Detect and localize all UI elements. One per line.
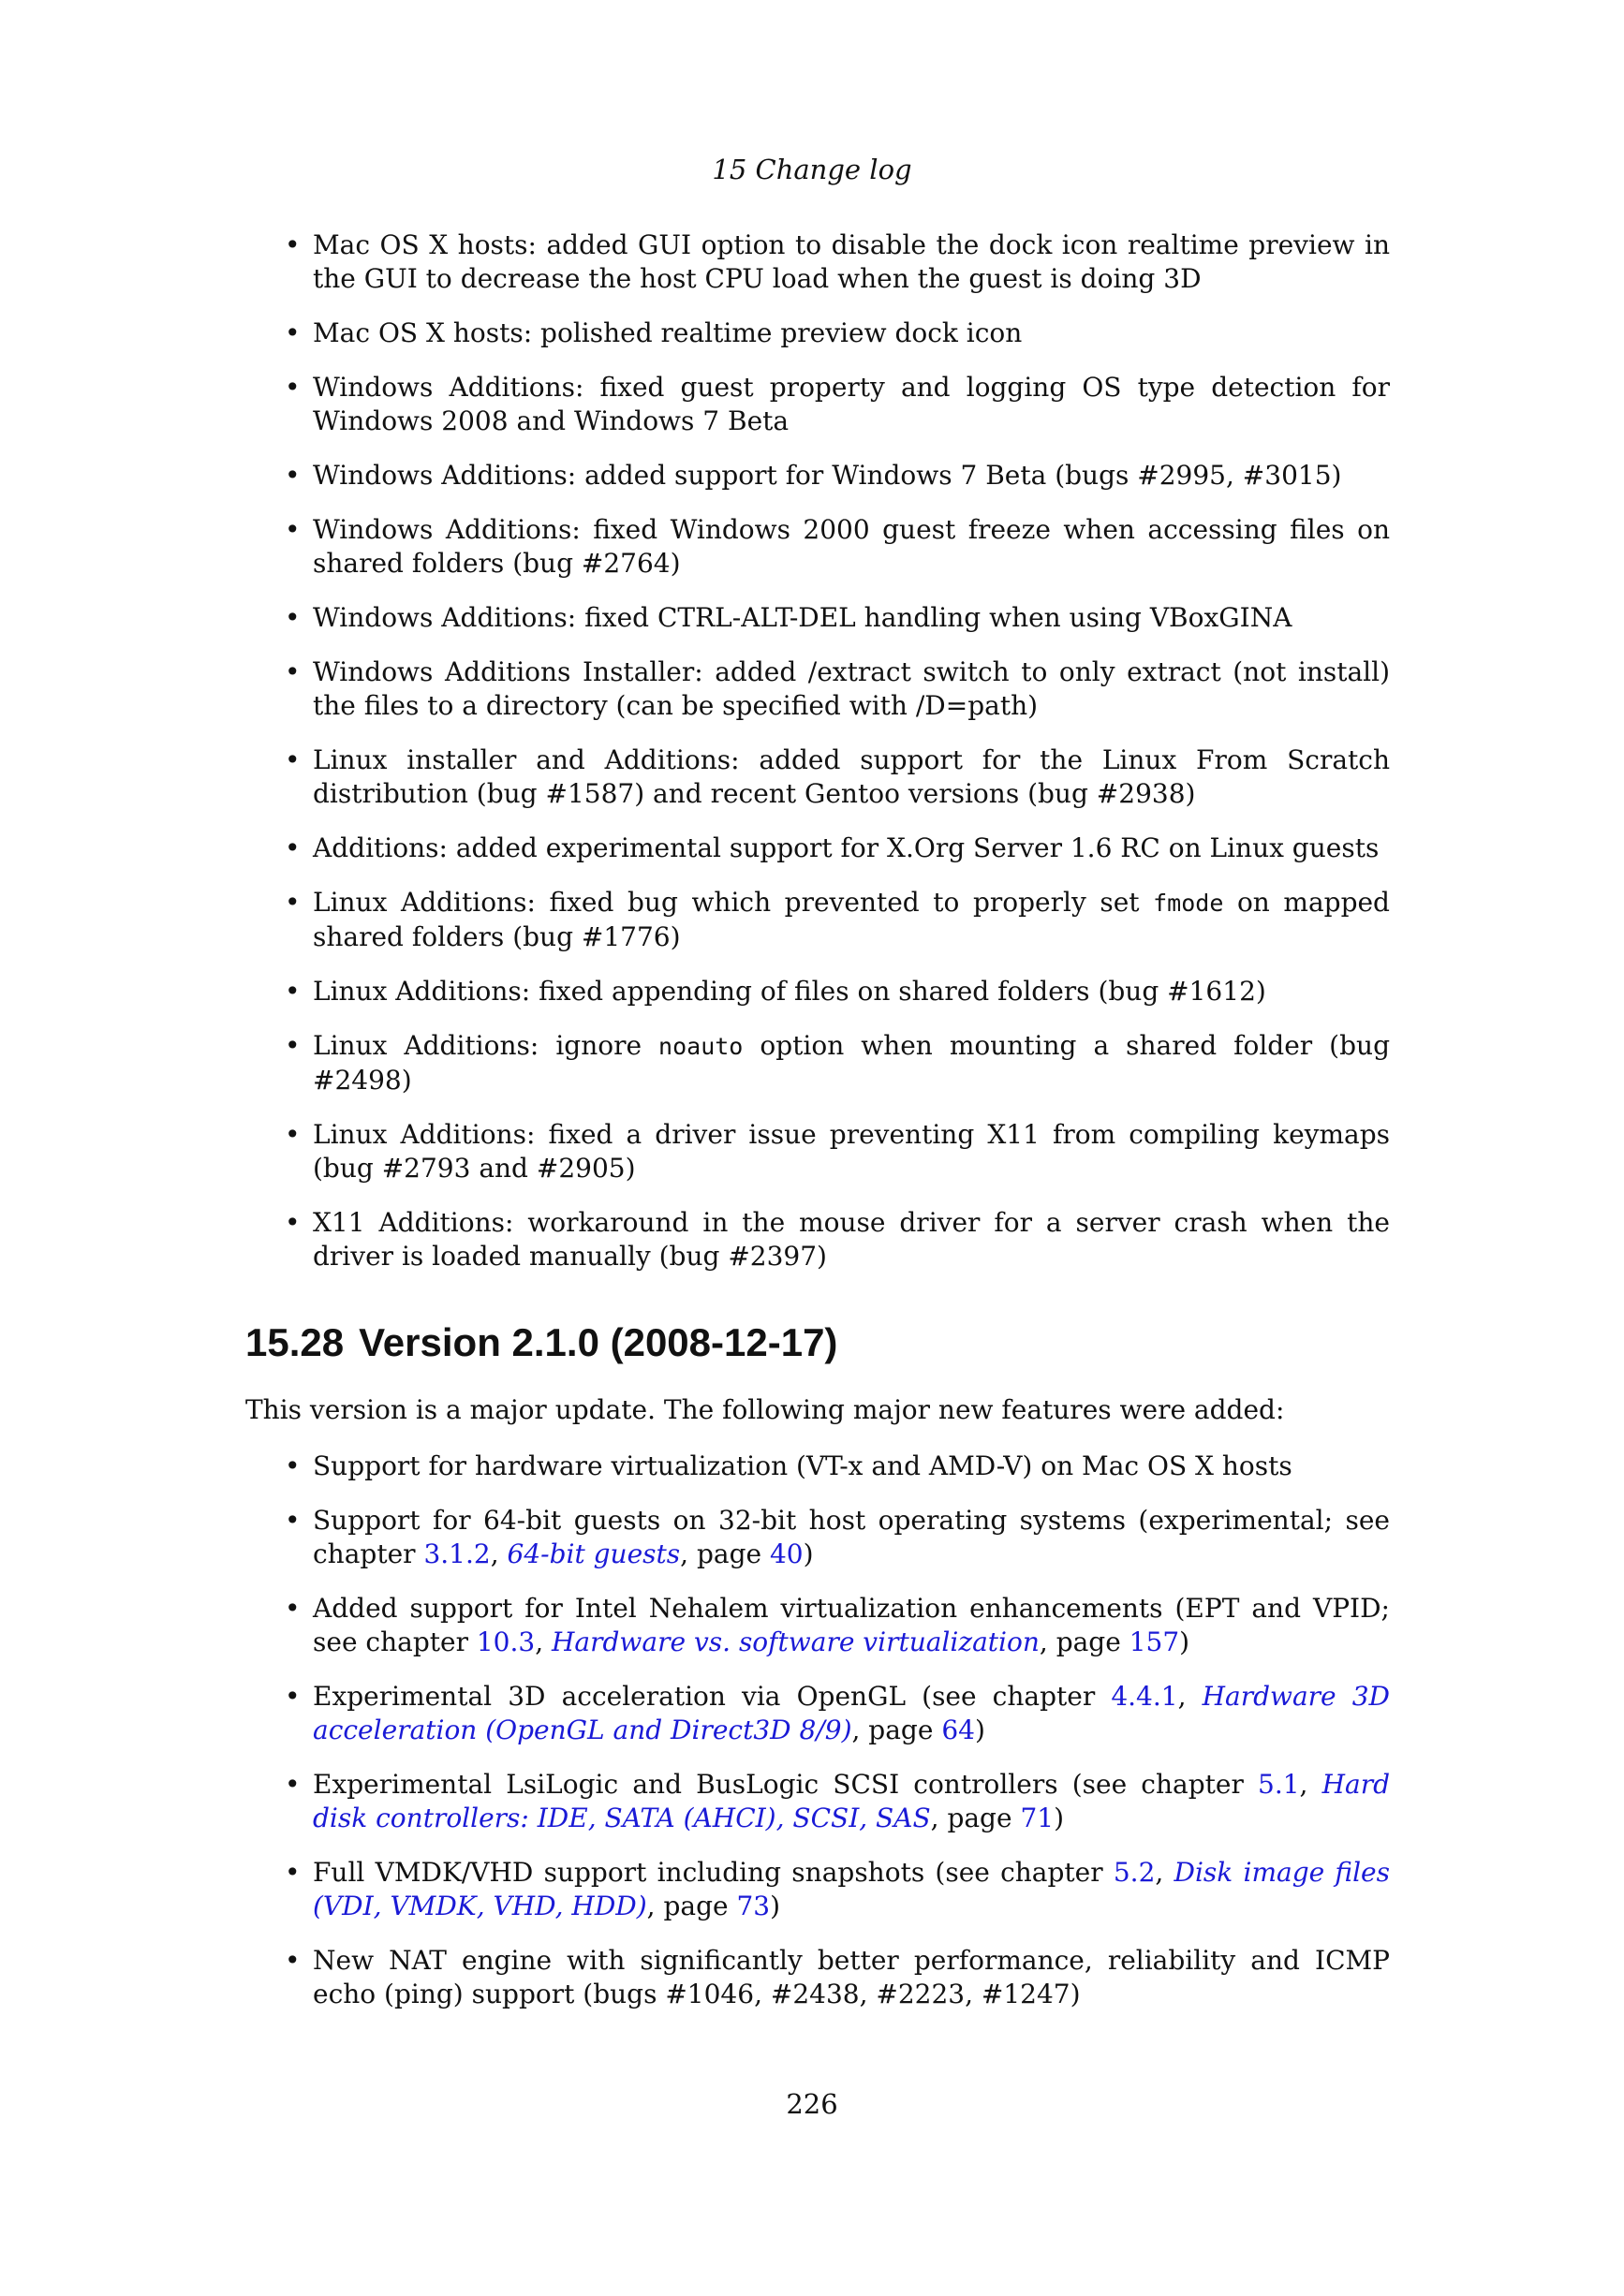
bullet-icon: • [285, 744, 301, 775]
list-item-text-after: ) [1054, 1803, 1065, 1833]
list-item-text-after: ) [770, 1891, 781, 1921]
list-item-text-after: ) [974, 1715, 985, 1745]
chapter-title-link[interactable]: Hardware vs. software virtualization [552, 1626, 1040, 1657]
list-item-text: New NAT engine with significantly better performance, reliability and ICMP echo (ping) support (bugs #1046, #2438, #2223, #1247) [313, 1945, 1390, 2009]
bullet-icon: • [285, 1207, 301, 1238]
list-item [245, 1944, 1390, 2011]
bullet-icon: • [285, 1450, 301, 1481]
list-item [245, 513, 1390, 581]
list-item-text: Windows Additions: fixed CTRL-ALT-DEL handling when using VBoxGINA [313, 602, 1292, 633]
page-prefix: , page [1039, 1626, 1129, 1657]
list-item [245, 975, 1390, 1008]
bullet-icon: • [285, 1505, 301, 1536]
changelog-list [245, 228, 1390, 1273]
inline-code: noauto [658, 1033, 744, 1060]
page-prefix: , page [646, 1891, 737, 1921]
chapter-title-link[interactable]: Hardware 3D acceleration (OpenGL and Direct3D 8/9) [313, 1681, 1390, 1745]
chapter-ref-link[interactable]: 5.2 [1113, 1857, 1156, 1888]
bullet-icon: • [285, 1769, 301, 1800]
list-item: • Experimental LsiLogic and BusLogic SCSI controllers (see chapter 5.1, Hard disk controllers: IDE, SATA (AHCI), SCSI, SAS, page 71) [285, 1769, 1391, 1833]
list-item-text-after: ) [1179, 1626, 1190, 1657]
bullet-icon: • [285, 1857, 301, 1888]
page-number: 226 [786, 2088, 838, 2120]
list-item-text: Additions: added experimental support for X.Org Server 1.6 RC on Linux guests [313, 832, 1380, 863]
list-item-text: Linux Additions: fixed appending of files on shared folders (bug #1612) [313, 976, 1266, 1007]
page-content [245, 228, 1390, 2032]
chapter-ref-link[interactable]: 5.1 [1258, 1769, 1300, 1800]
page-prefix: , page [680, 1538, 770, 1569]
list-item-text-before: Experimental 3D acceleration via OpenGL (see chapter [313, 1681, 1112, 1712]
chapter-title-link[interactable]: 64-bit guests [507, 1538, 681, 1569]
list-item [245, 1029, 1390, 1097]
list-item [245, 743, 1390, 811]
list-item-text-after: option when mounting a shared folder (bug #2498) [313, 1030, 1390, 1096]
list-item: • Full VMDK/VHD support including snapshots (see chapter 5.2, Disk image files (VDI, VMDK, VHD, HDD), page 73) [285, 1857, 1390, 1921]
list-item-text: Linux installer and Additions: added support for the Linux From Scratch distribution (bug #1587) and recent Gentoo versions (bug #2938) [313, 744, 1390, 809]
bullet-icon: • [285, 656, 301, 687]
page-ref-link[interactable]: 73 [736, 1891, 771, 1921]
bullet-icon: • [285, 317, 301, 348]
bullet-icon: • [285, 229, 301, 260]
chapter-title-link[interactable]: Hard disk controllers: IDE, SATA (AHCI), SCSI, SAS [313, 1769, 1391, 1833]
list-item-text: Windows Additions Installer: added /extract switch to only extract (not install) the files to a directory (can be specified with /D=path) [313, 656, 1390, 721]
chapter-ref-link[interactable]: 4.4.1 [1111, 1681, 1178, 1712]
page-prefix: , page [930, 1803, 1021, 1833]
list-item-text-after: on mapped shared folders (bug #1776) [313, 887, 1390, 952]
list-item-text: Mac OS X hosts: added GUI option to disable the dock icon realtime preview in the GUI to decrease the host CPU load when the guest is doing 3D [313, 229, 1390, 294]
running-header: 15 Change log [712, 154, 912, 185]
list-item-text: Windows Additions: added support for Windows 7 Beta (bugs #2995, #3015) [313, 460, 1342, 491]
bullet-icon: • [285, 514, 301, 545]
bullet-icon: • [285, 1945, 301, 1976]
bullet-icon: • [285, 887, 301, 918]
list-item-text-before: Full VMDK/VHD support including snapshots (see chapter [313, 1857, 1114, 1888]
list-item [245, 655, 1390, 723]
list-item-text-before: Added support for Intel Nehalem virtualization enhancements (EPT and VPID; see chapter [313, 1593, 1390, 1657]
list-item [245, 316, 1390, 350]
list-item [245, 228, 1390, 296]
list-item-text: Mac OS X hosts: polished realtime preview dock icon [313, 317, 1023, 348]
list-item-text-before: Linux Additions: ignore [313, 1030, 659, 1061]
list-item-text: Support for hardware virtualization (VT-x and AMD-V) on Mac OS X hosts [313, 1450, 1292, 1481]
page-prefix: , page [851, 1715, 942, 1745]
list-item [245, 459, 1390, 493]
list-item-text: Windows Additions: fixed guest property and logging OS type detection for Windows 2008 and Windows 7 Beta [313, 372, 1390, 436]
list-item-text-before: Linux Additions: fixed bug which prevented to properly set [313, 887, 1154, 918]
list-item [245, 1450, 1390, 1483]
feature-list [245, 1450, 1390, 2011]
list-item [245, 1118, 1390, 1185]
list-item [245, 371, 1390, 438]
bullet-icon: • [285, 832, 301, 863]
section-heading [245, 1320, 1390, 1365]
list-item-text-before: Support for 64-bit guests on 32-bit host operating systems (experimental; see chapter [313, 1505, 1390, 1569]
list-item-text: Linux Additions: fixed a driver issue preventing X11 from compiling keymaps (bug #2793 and #2905) [313, 1119, 1390, 1184]
section-title: Version 2.1.0 (2008-12-17) [359, 1320, 838, 1364]
list-item: • Added support for Intel Nehalem virtualization enhancements (EPT and VPID; see chapter 10.3, Hardware vs. software virtualization, page 157) [285, 1593, 1390, 1657]
list-item [245, 1206, 1390, 1273]
list-item: • Support for 64-bit guests on 32-bit host operating systems (experimental; see chapter 3.1.2, 64-bit guests, page 40) [285, 1505, 1390, 1569]
chapter-ref-link[interactable]: 10.3 [476, 1626, 536, 1657]
chapter-ref-link[interactable]: 3.1.2 [423, 1538, 491, 1569]
section-number: 15.28 [245, 1320, 345, 1364]
list-item [245, 832, 1390, 865]
bullet-icon: • [285, 460, 301, 491]
bullet-icon: • [285, 1681, 301, 1712]
page-ref-link[interactable]: 64 [941, 1715, 975, 1745]
chapter-title-link[interactable]: Disk image files (VDI, VMDK, VHD, HDD) [313, 1857, 1390, 1921]
list-item [245, 886, 1390, 954]
list-item-text: X11 Additions: workaround in the mouse driver for a server crash when the driver is loaded manually (bug #2397) [313, 1207, 1390, 1272]
bullet-icon: • [285, 1593, 301, 1624]
list-item: • Experimental 3D acceleration via OpenGL (see chapter 4.4.1, Hardware 3D acceleration (OpenGL and Direct3D 8/9), page 64) [285, 1681, 1390, 1745]
list-item-text: Windows Additions: fixed Windows 2000 guest freeze when accessing files on shared folders (bug #2764) [313, 514, 1390, 579]
bullet-icon: • [285, 372, 301, 403]
list-item-text-after: ) [803, 1538, 814, 1569]
bullet-icon: • [285, 602, 301, 633]
inline-code: fmode [1153, 890, 1224, 917]
page-ref-link[interactable]: 71 [1020, 1803, 1055, 1833]
bullet-icon: • [285, 1119, 301, 1150]
list-item [245, 601, 1390, 635]
bullet-icon: • [285, 976, 301, 1007]
page-ref-link[interactable]: 40 [769, 1538, 804, 1569]
bullet-icon: • [285, 1030, 301, 1061]
page-ref-link[interactable]: 157 [1129, 1626, 1180, 1657]
list-item-text-before: Experimental LsiLogic and BusLogic SCSI controllers (see chapter [313, 1769, 1258, 1800]
section-intro: This version is a major update. The following major new features were added: [245, 1394, 1285, 1425]
